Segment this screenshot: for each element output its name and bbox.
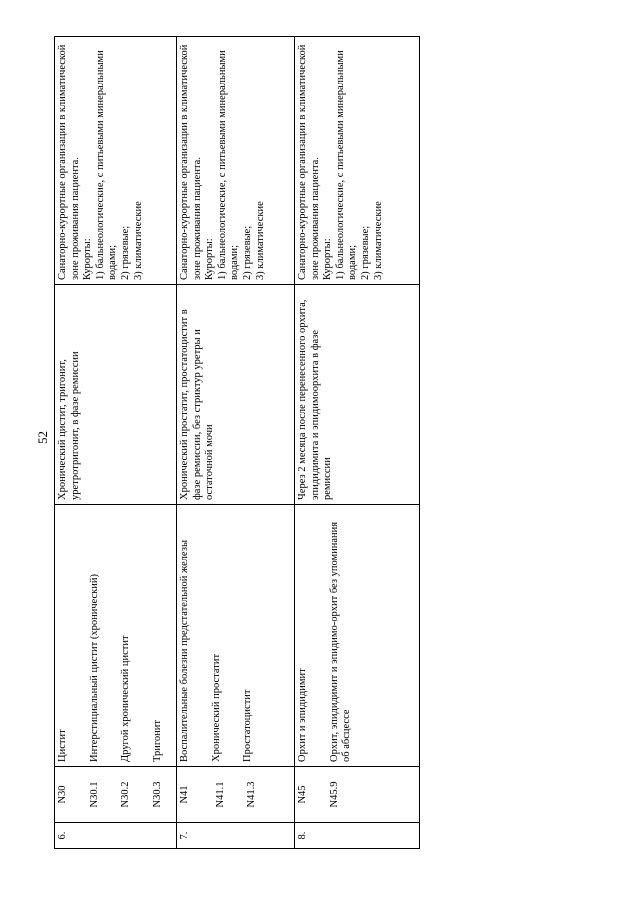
resort-line: 2) грязевые; (241, 225, 253, 280)
disease-name: Воспалительные болезни предстательной железы (179, 539, 190, 762)
resort-line: 3) климатические (254, 201, 266, 280)
disease-names (55, 505, 177, 767)
icd-codes (295, 767, 420, 823)
table-row (295, 37, 420, 849)
resort-line: 1) бальнеологические, с питьевыми минеральными водами; (334, 50, 359, 280)
resort-line: 3) климатические (132, 201, 144, 280)
row-number: 7. (177, 823, 295, 849)
icd-code: N41.1 (214, 781, 226, 808)
icd-code: N45.9 (328, 781, 340, 808)
icd-codes (177, 767, 295, 823)
disease-name: Орхит, эпидидимит и эпидимо-орхит без упоминания об абсцессе (328, 521, 353, 762)
disease-names (295, 505, 420, 767)
icd-code: N30.3 (151, 781, 163, 808)
resort-line: Курорты: (322, 238, 334, 280)
resort-line: Санаторно-курортные организации в климатической зоне проживания пациента. (297, 44, 321, 280)
resort-line: 2) грязевые; (119, 225, 131, 280)
row-number: 8. (295, 823, 420, 849)
icd-code: N30.2 (120, 781, 132, 808)
resort-line: Курорты: (204, 238, 216, 280)
condition-text: Хронический цистит, тригонит, уретротригонит, в фазе ремиссии (55, 285, 177, 505)
icd-code: N45 (297, 785, 308, 804)
resort-line: 3) климатические (372, 201, 384, 280)
icd-code: N41.3 (246, 781, 258, 808)
icd-code: N30 (57, 785, 68, 804)
disease-name: Орхит и эпидидимит (297, 668, 308, 762)
row-number: 6. (55, 823, 177, 849)
resort-line: Курорты: (82, 238, 94, 280)
resort-line: 2) грязевые; (359, 225, 371, 280)
disease-name: Простатоцистит (242, 689, 254, 762)
resort-line: 1) бальнеологические, с питьевыми минеральными водами; (216, 50, 241, 280)
disease-name: Интерстициальный цистит (хронический) (88, 573, 100, 762)
resort-list (55, 37, 177, 285)
icd-code: N30.1 (88, 781, 100, 808)
disease-name: Цистит (57, 729, 68, 762)
disease-name: Другой хронический цистит (120, 635, 132, 762)
rotated-table-wrapper (54, 37, 419, 849)
icd-code: N41 (179, 785, 190, 804)
disease-names (177, 505, 295, 767)
resort-list (177, 37, 295, 285)
table-row (55, 37, 177, 849)
disease-name: Тригонит (151, 719, 163, 762)
condition-text: Хронический простатит, простатоцистит в фазе ремиссии, без стриктур уретры и остаточной мочи (177, 285, 295, 505)
resort-list (295, 37, 420, 285)
icd-codes (55, 767, 177, 823)
disease-name: Хронический простатит (210, 653, 222, 762)
condition-text: Через 2 месяца после перенесенного орхита, эпидидимита и эпидимоорхита в фазе ремиссии (295, 285, 420, 505)
resort-line: Санаторно-курортные организации в климатической зоне проживания пациента. (179, 44, 203, 280)
table-row (177, 37, 295, 849)
resort-table (54, 36, 420, 849)
resort-line: 1) бальнеологические, с питьевыми минеральными водами; (94, 50, 119, 280)
resort-line: Санаторно-курортные организации в климатической зоне проживания пациента. (57, 44, 81, 280)
page-number: 52 (35, 431, 50, 444)
